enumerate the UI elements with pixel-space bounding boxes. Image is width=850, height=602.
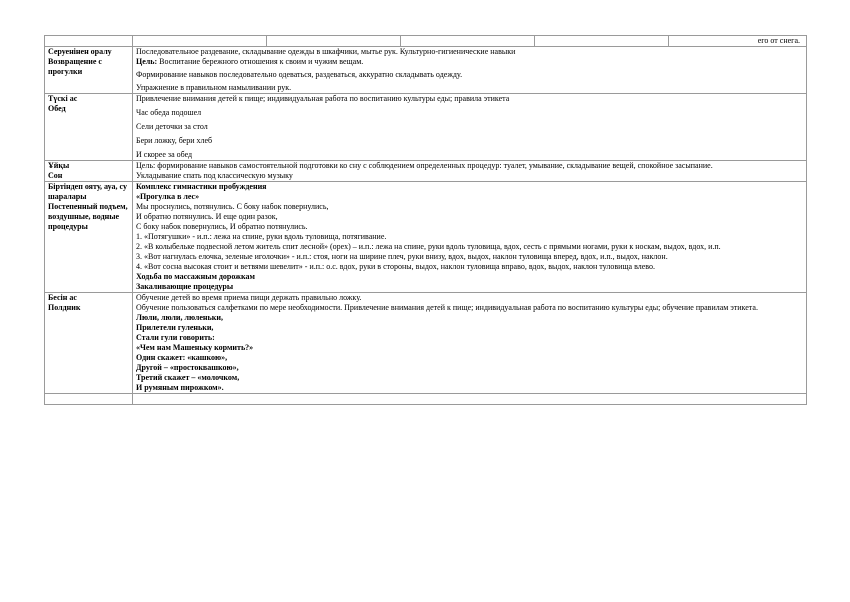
poem-line: Один скажет: «кашкою», (136, 353, 228, 362)
content-heading: «Прогулка в лес» (136, 192, 200, 201)
table-row (45, 394, 807, 405)
poem-line: Люли, люли, люленьки, (136, 313, 223, 322)
section-content (133, 47, 807, 94)
content-line: Укладывание спать под классическую музыку (136, 171, 293, 180)
section-label-kz: Біртіндеп ояту, ауа, су шаралары (48, 182, 127, 201)
section-content (133, 94, 807, 161)
goal-line (136, 57, 803, 67)
section-label-ru: Возвращение с прогулки (48, 57, 102, 76)
content-line: Час обеда подошел (136, 108, 202, 117)
content-line: Обучение пользоваться салфетками по мере необходимости. Привлечение внимания детей к пище; индивидуальная работа по воспитанию культуры еды; обучение правилам этикета. (136, 303, 758, 312)
table-row (45, 47, 807, 94)
poem-line: Прилетели гуленьки, (136, 323, 214, 332)
content-heading: Комплекс гимнастики пробуждения (136, 182, 267, 191)
poem-line: Другой – «простоквашкою», (136, 363, 239, 372)
table-row (45, 161, 807, 182)
section-label (45, 182, 133, 293)
section-label-ru: Постепенный подъем, воздушные, водные процедуры (48, 202, 128, 231)
content-line: Цель: формирование навыков самостоятельной подготовки ко сну с соблюдением определенных процедур: туалет, умывание, складывание вещей, спокойное засыпание. (136, 161, 713, 170)
content-line: 3. «Вот нагнулась елочка, зеленые иголочки» - и.п.: стоя, ноги на ширине плеч, руки внизу, вдох, выдох, наклон туловища вперед, вдох, и.п., выдох, наклон. (136, 252, 668, 261)
section-label-ru: Сон (48, 171, 63, 180)
table-cell (45, 36, 133, 47)
content-line: 1. «Потягушки» - и.п.: лежа на спине, руки вдоль туловища, потягивание. (136, 232, 387, 241)
content-line: Воспитание бережного отношения к своим и чужим вещам. (159, 57, 364, 66)
content-line: Бери ложку, бери хлеб (136, 136, 213, 145)
content-line: Сели деточки за стол (136, 122, 208, 131)
content-line: Мы проснулись, потянулись. С боку набок повернулись, (136, 202, 329, 211)
section-label-ru: Полдник (48, 303, 81, 312)
content-heading: Ходьба по массажным дорожкам (136, 272, 255, 281)
table-cell (133, 394, 807, 405)
content-line: Формирование навыков последовательно одеваться, раздеваться, аккуратно складывать одежду. (136, 70, 463, 79)
table-row (45, 293, 807, 394)
section-label-ru: Обед (48, 104, 66, 113)
table-row (45, 182, 807, 293)
section-label (45, 47, 133, 94)
goal-prefix: Цель: (136, 57, 158, 66)
section-label-kz: Серуенінен оралу (48, 47, 112, 56)
section-label (45, 94, 133, 161)
section-content (133, 293, 807, 394)
table-cell (267, 36, 401, 47)
section-label-kz: Ұйқы (48, 161, 70, 170)
content-line: С боку набок повернулись, И обратно потянулись. (136, 222, 308, 231)
content-line: И скорее за обед (136, 150, 193, 159)
content-line: 4. «Вот сосна высокая стоит и ветвями шевелит» - и.п.: о.с. вдох, руки в стороны, выдох, наклон туловища вправо, вдох, выдох, наклон туловища влево. (136, 262, 656, 271)
poem-line: Третий скажет – «молочком, (136, 373, 240, 382)
content-heading: Закаливающие процедуры (136, 282, 234, 291)
section-content (133, 182, 807, 293)
content-line: Привлечение внимания детей к пище; индивидуальная работа по воспитанию культуры еды; правила этикета (136, 94, 510, 103)
table-cell (535, 36, 669, 47)
section-label (45, 293, 133, 394)
section-label-kz: Бесін ас (48, 293, 77, 302)
content-line: 2. «В колыбельке подвесной летом житель спит лесной» (орех) – и.п.: лежа на спине, руки вдоль туловища, вдох, сесть с прямыми ногами, руки к носкам, выдох, вдох, и.п. (136, 242, 721, 251)
content-line: Упражнение в правильном намыливании рук. (136, 83, 292, 92)
content-line: Обучение детей во время приема пищи держать правильно ложку. (136, 293, 362, 302)
content-line: И обратно потянулись. И еще один разок, (136, 212, 278, 221)
section-label-kz: Түскі ас (48, 94, 78, 103)
poem-line: «Чем нам Машеньку кормить?» (136, 343, 254, 352)
table-row (45, 94, 807, 161)
table-cell: его от снега. (669, 36, 807, 47)
content-line: Последовательное раздевание, складывание одежды в шкафчики, мытье рук. Культурно-гигиенические навыки (136, 47, 516, 56)
poem-line: И румяным пирожком». (136, 383, 224, 392)
section-content (133, 161, 807, 182)
table-row (45, 36, 807, 47)
poem-line: Стали гули говорить: (136, 333, 215, 342)
table-cell (401, 36, 535, 47)
table-cell (133, 36, 267, 47)
schedule-table (44, 35, 807, 405)
section-label (45, 161, 133, 182)
table-cell (45, 394, 133, 405)
